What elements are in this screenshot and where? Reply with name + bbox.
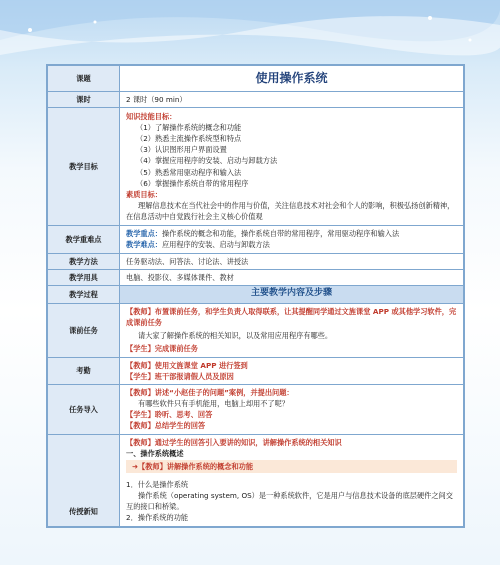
attendance-student: 【学生】班干部报请假人员及原因 (126, 371, 234, 381)
header-background (0, 0, 500, 70)
row-process-header (48, 285, 464, 303)
knowledge-item: （3）认识图形用户界面设置 (136, 145, 227, 155)
pre-task-text: 请大家了解操作系统的相关知识，以及常用应用程序有哪些。 (138, 331, 333, 341)
key-point-text: 操作系统的概念和功能，操作系统自带的常用程序，常用驱动程序和输入法 (161, 229, 400, 239)
knowledge-item: （1）了解操作系统的概念和功能 (136, 122, 242, 132)
row-new-knowledge (48, 434, 464, 526)
label-key-points: 教学重难点 (48, 226, 120, 253)
tools-value: 电脑、投影仪、多媒体课件、教材 (120, 269, 464, 285)
label-title: 课题 (48, 66, 120, 92)
lesson-plan-table (46, 64, 465, 528)
row-tools (48, 269, 464, 285)
difficulty-tag: 教学难点： (126, 240, 162, 250)
row-method (48, 253, 464, 269)
knowledge-heading: 知识技能目标： (126, 111, 177, 121)
lesson-title: 使用操作系统 (120, 66, 464, 92)
row-title (48, 66, 464, 92)
pre-task-value (120, 303, 464, 357)
key-point-tag: 教学重点： (126, 229, 162, 239)
row-pre-task (48, 303, 464, 357)
row-key-points (48, 226, 464, 253)
teach-definition: 操作系统（operating system, OS）是一种系统软件，它是用户与信息技术设备的底层硬件之间交互的接口和桥梁。 (126, 491, 453, 512)
label-new-knowledge: 传授新知 (48, 434, 120, 526)
label-method: 教学方法 (48, 253, 120, 269)
label-intro: 任务导入 (48, 384, 120, 434)
process-heading: 主要教学内容及步骤 (120, 285, 464, 303)
knowledge-item: （6）掌握操作系统自带的常用程序 (136, 178, 249, 188)
row-intro (48, 384, 464, 434)
method-value: 任务驱动法、问答法、讨论法、讲授法 (120, 253, 464, 269)
difficulty-text: 应用程序的安装、启动与卸载方法 (161, 240, 270, 250)
intro-question: 有哪些软件只有手机能用，电脑上却用不了呢？ (138, 399, 289, 409)
label-goals: 教学目标 (48, 107, 120, 226)
attendance-value (120, 357, 464, 384)
teach-section: 一、操作系统概述 (126, 448, 184, 458)
label-tools: 教学用具 (48, 269, 120, 285)
key-points-value (120, 226, 464, 253)
teach-highlight: ➜【教师】讲解操作系统的概念和功能 (126, 460, 457, 473)
pre-task-teacher: 【教师】布置课前任务，和学生负责人取得联系，让其提醒同学通过文旌课堂 APP 或其他学习软件，完成课前任务 (126, 306, 457, 328)
label-hours: 课时 (48, 91, 120, 107)
knowledge-item: （5）熟悉常用驱动程序和输入法 (136, 167, 242, 177)
pre-task-student: 【学生】完成课前任务 (126, 344, 198, 354)
new-knowledge-value (120, 434, 464, 526)
hours-value: 2 课时（90 min） (120, 91, 464, 107)
background-swoosh-icon (0, 0, 500, 70)
quality-text: 理解信息技术在当代社会中的作用与价值，关注信息技术对社会和个人的影响，积极弘扬创新精神，在信息活动中自觉践行社会主义核心价值观 (126, 201, 455, 222)
label-pre-task: 课前任务 (48, 303, 120, 357)
quality-heading: 素质目标： (126, 189, 162, 199)
label-attendance: 考勤 (48, 357, 120, 384)
intro-teacher-summary: 【教师】总结学生的回答 (126, 421, 206, 431)
row-attendance (48, 357, 464, 384)
knowledge-item: （4）掌握应用程序的安装、启动与卸载方法 (136, 156, 278, 166)
teach-subheading: 2．操作系统的功能 (126, 513, 189, 523)
attendance-teacher: 【教师】使用文旌课堂 APP 进行签到 (126, 360, 248, 370)
intro-teacher: 【教师】讲述“小赵佳子的问题”案例，并提出问题： (126, 387, 294, 397)
teach-teacher: 【教师】通过学生的回答引入要讲的知识，讲解操作系统的相关知识 (126, 437, 342, 447)
goals-value (120, 107, 464, 226)
intro-value (120, 384, 464, 434)
knowledge-item: （2）熟悉主流操作系统型和特点 (136, 134, 242, 144)
row-hours (48, 91, 464, 107)
label-process: 教学过程 (48, 285, 120, 303)
row-goals (48, 107, 464, 226)
intro-student: 【学生】聆听、思考、回答 (126, 410, 213, 420)
teach-subheading: 1．什么是操作系统 (126, 479, 189, 489)
